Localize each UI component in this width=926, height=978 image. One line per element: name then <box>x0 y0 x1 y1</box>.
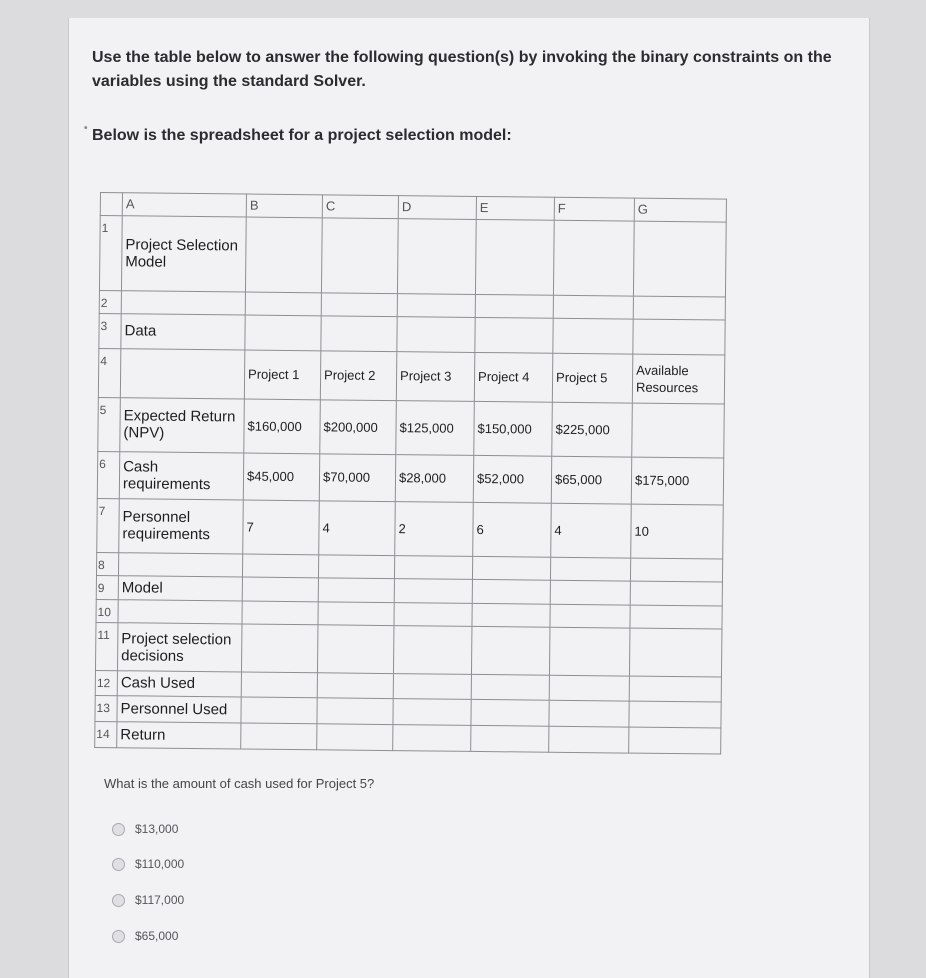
row-number: 5 <box>98 397 121 451</box>
row-label <box>121 290 245 315</box>
radio-icon[interactable] <box>112 894 125 907</box>
data-cell: Project 1 <box>244 350 321 400</box>
data-cell <box>471 700 549 727</box>
radio-icon[interactable] <box>112 930 125 943</box>
data-cell: Project 3 <box>396 351 475 401</box>
row-number: 13 <box>95 696 117 722</box>
data-cell <box>317 672 393 699</box>
answer-option-label: $13,000 <box>135 822 179 836</box>
row-number: 14 <box>95 722 117 748</box>
column-header: G <box>634 198 726 221</box>
data-cell <box>549 675 629 702</box>
answer-option-2[interactable] <box>112 857 184 871</box>
row-number: 12 <box>95 670 117 696</box>
row-number: 4 <box>98 348 121 398</box>
row-number: 9 <box>96 576 118 600</box>
answer-option-label: $110,000 <box>135 857 185 871</box>
data-cell: 6 <box>473 502 552 556</box>
table-row <box>97 498 724 558</box>
row-number: 6 <box>97 451 119 498</box>
data-cell <box>629 676 721 703</box>
column-header: C <box>322 195 398 218</box>
row-label: Project Selection Model <box>121 215 246 291</box>
data-cell <box>549 628 629 676</box>
table-row <box>98 348 724 404</box>
data-cell <box>393 626 471 674</box>
data-cell <box>629 727 721 754</box>
data-cell <box>475 219 554 295</box>
data-cell <box>245 315 321 350</box>
data-cell <box>550 580 630 604</box>
data-cell: 4 <box>551 503 632 558</box>
answer-option-3[interactable] <box>112 893 184 907</box>
data-cell <box>471 674 549 701</box>
row-number: 1 <box>99 215 122 290</box>
radio-icon[interactable] <box>112 823 125 836</box>
data-cell <box>553 295 633 319</box>
spreadsheet-table <box>94 192 727 755</box>
data-cell <box>318 554 394 578</box>
table-row <box>97 451 723 505</box>
data-cell <box>630 605 722 630</box>
data-cell <box>553 220 634 296</box>
data-cell <box>321 217 398 293</box>
data-cell <box>397 293 475 317</box>
answer-option-label: $65,000 <box>135 929 179 943</box>
subheading <box>84 123 512 145</box>
row-label: Expected Return (NPV) <box>120 398 245 453</box>
row-number: 8 <box>96 552 118 576</box>
question-text: Use the table below to answer the following question(s) by invoking the binary constraints on the variables using the standard Solver. <box>92 49 832 90</box>
data-cell <box>245 217 322 293</box>
data-cell <box>630 581 722 606</box>
data-cell <box>471 627 549 675</box>
data-cell <box>241 672 317 699</box>
data-cell <box>318 602 394 626</box>
data-cell <box>317 698 393 725</box>
data-cell <box>550 604 630 628</box>
row-label: Personnel Used <box>117 696 241 723</box>
column-header: A <box>122 193 246 217</box>
data-cell: 10 <box>631 504 724 559</box>
data-cell <box>633 296 725 321</box>
data-cell <box>475 294 553 318</box>
row-label: Model <box>118 576 242 601</box>
data-cell: Project 4 <box>474 352 553 402</box>
row-label: Personnel requirements <box>119 499 244 554</box>
data-cell <box>397 218 476 294</box>
data-cell <box>397 317 475 352</box>
data-cell: $160,000 <box>244 399 321 453</box>
row-number: 7 <box>97 498 120 552</box>
data-cell: 7 <box>243 500 320 554</box>
data-cell: $125,000 <box>396 401 475 455</box>
data-cell <box>472 580 550 604</box>
data-cell: 2 <box>395 501 474 555</box>
subheading-text: Below is the spreadsheet for a project selection model: <box>92 127 512 144</box>
data-cell <box>242 601 318 625</box>
data-cell <box>553 319 633 354</box>
column-header: B <box>246 194 322 217</box>
data-cell: $175,000 <box>631 457 723 505</box>
data-cell <box>550 557 630 581</box>
row-label: Cash requirements <box>119 451 243 500</box>
data-cell <box>394 602 472 626</box>
row-number: 10 <box>96 599 118 623</box>
data-cell <box>317 625 393 673</box>
table-row <box>95 623 721 677</box>
row-number: 11 <box>95 623 117 670</box>
data-cell <box>475 318 553 353</box>
data-cell: $65,000 <box>551 456 631 504</box>
data-cell: $70,000 <box>319 453 395 501</box>
data-cell <box>394 555 472 579</box>
corner-cell <box>100 193 122 216</box>
row-label: Data <box>121 314 245 350</box>
data-cell <box>393 673 471 700</box>
data-cell: $52,000 <box>473 455 551 503</box>
data-cell <box>471 726 549 753</box>
column-header: E <box>476 196 554 219</box>
data-cell: $28,000 <box>395 454 473 502</box>
data-cell <box>242 554 318 578</box>
data-cell <box>549 701 629 728</box>
data-cell <box>472 556 550 580</box>
data-cell: Project 5 <box>552 353 633 403</box>
bullet-icon: • <box>84 123 88 134</box>
data-cell <box>242 577 318 601</box>
data-cell: $200,000 <box>320 400 397 454</box>
data-cell <box>633 221 726 297</box>
data-cell <box>629 701 721 728</box>
question-prompt: What is the amount of cash used for Project 5? <box>104 776 375 791</box>
data-cell: Available Resources <box>632 354 725 404</box>
data-cell <box>241 723 317 750</box>
data-cell <box>393 699 471 726</box>
row-label: Return <box>117 722 241 749</box>
table-row <box>99 215 726 297</box>
data-cell <box>241 697 317 724</box>
data-cell <box>630 558 722 583</box>
data-cell: $45,000 <box>243 453 319 501</box>
data-cell <box>317 724 393 751</box>
radio-icon[interactable] <box>112 858 125 871</box>
data-cell <box>318 578 394 602</box>
answer-option-1[interactable] <box>112 822 178 836</box>
row-number: 2 <box>99 290 121 314</box>
data-cell: $225,000 <box>552 402 633 457</box>
row-label <box>120 348 245 399</box>
data-cell <box>393 725 471 752</box>
answer-option-label: $117,000 <box>135 893 185 907</box>
data-cell <box>549 726 629 753</box>
data-cell: 4 <box>319 501 396 555</box>
data-cell <box>321 316 397 351</box>
row-label <box>118 552 242 577</box>
row-label: Project selection decisions <box>117 623 241 672</box>
table-row <box>98 397 725 457</box>
row-number: 3 <box>99 314 121 349</box>
data-cell: $150,000 <box>474 401 553 455</box>
data-cell <box>245 292 321 316</box>
data-cell <box>472 603 550 627</box>
data-cell <box>241 624 317 672</box>
data-cell <box>632 403 725 458</box>
data-cell <box>394 579 472 603</box>
column-header: D <box>398 196 476 219</box>
row-label: Cash Used <box>117 670 241 697</box>
column-header: F <box>554 197 634 220</box>
answer-option-4[interactable] <box>112 929 178 943</box>
data-cell <box>629 628 721 676</box>
data-cell: Project 2 <box>320 350 397 400</box>
data-cell <box>321 292 397 316</box>
row-label <box>118 599 242 624</box>
data-cell <box>633 319 725 354</box>
